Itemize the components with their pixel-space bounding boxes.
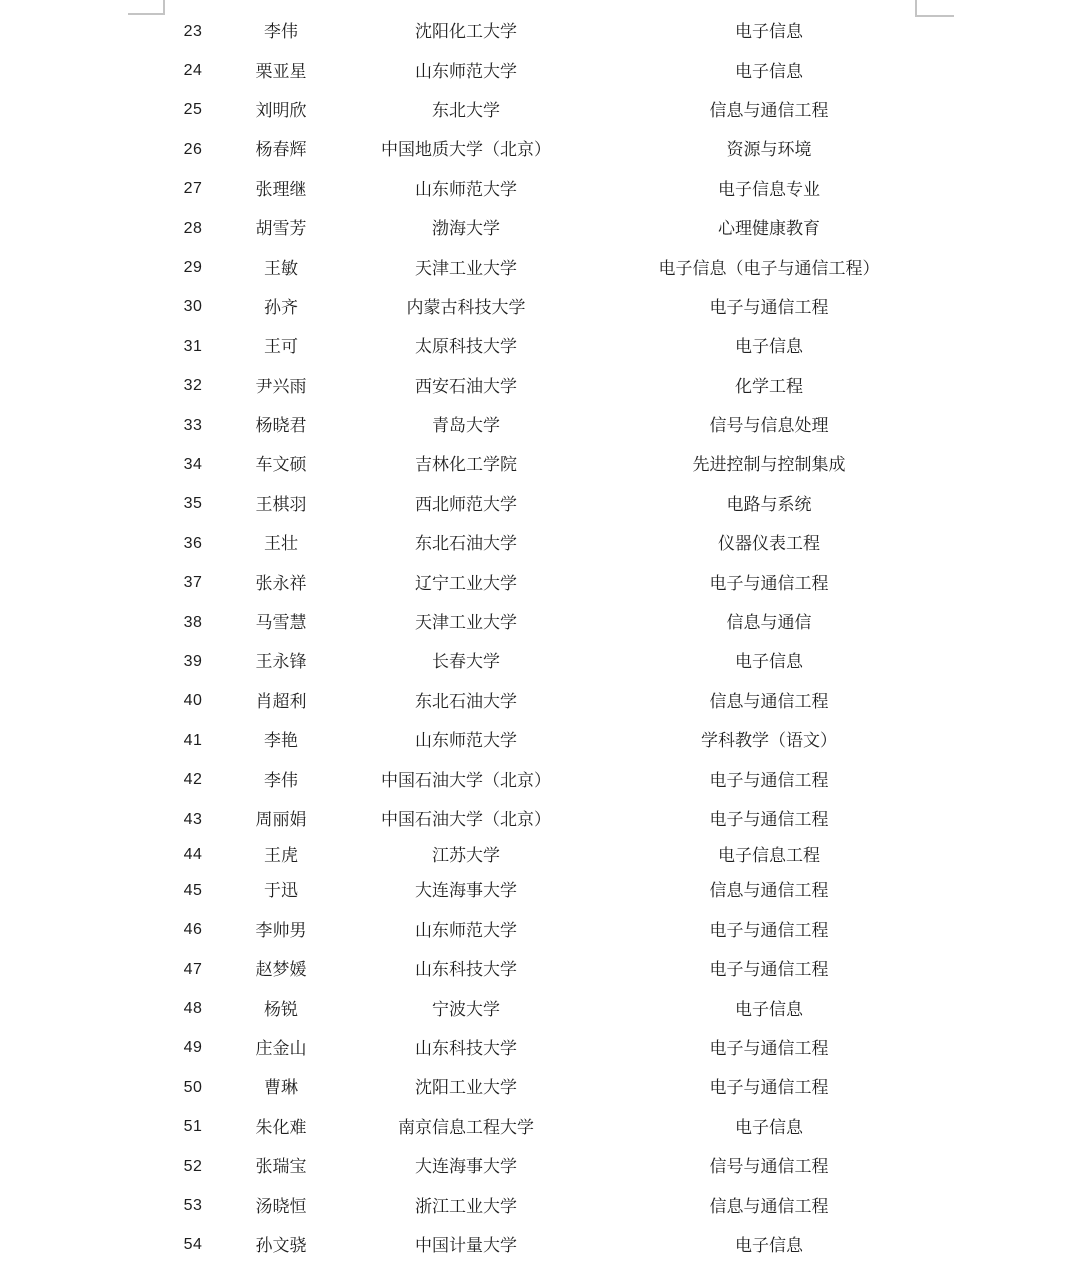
major-cell: 先进控制与控制集成 [692,455,846,475]
university-cell: 东北石油大学 [415,534,517,554]
university-cell: 山东科技大学 [415,1038,517,1058]
table-row [0,327,1079,366]
row-number-cell: 37 [183,574,203,592]
university-cell: 山东师范大学 [415,731,517,751]
table-row [0,406,1079,445]
university-cell: 吉林化工学院 [415,455,517,475]
university-cell: 长春大学 [432,652,500,672]
table-row [0,721,1079,760]
university-cell: 中国石油大学（北京） [381,810,551,829]
table-row [0,682,1079,721]
major-cell: 电子与通信工程 [709,810,829,829]
student-name-cell: 李帅男 [255,920,307,940]
major-cell: 信息与通信工程 [709,691,829,711]
major-cell: 资源与环境 [726,140,812,160]
university-cell: 中国地质大学（北京） [381,140,551,160]
student-name-cell: 杨晓君 [255,416,307,436]
major-cell: 心理健康教育 [718,219,820,239]
table-row [0,563,1079,602]
row-number-cell: 26 [183,140,203,158]
major-cell: 电子信息工程 [718,845,820,865]
university-cell: 大连海事大学 [415,1157,517,1177]
row-number-cell: 53 [183,1197,203,1215]
university-cell: 江苏大学 [432,845,500,865]
major-cell: 电子信息 [735,1235,803,1255]
university-cell: 辽宁工业大学 [415,573,517,593]
major-cell: 电子信息 [735,1117,803,1137]
major-cell: 信息与通信 [726,613,812,633]
row-number-cell: 43 [183,810,203,828]
table-row [0,642,1079,681]
table-row [0,130,1079,169]
university-cell: 西北师范大学 [415,494,517,514]
row-number-cell: 23 [183,22,203,40]
row-number-cell: 49 [183,1039,203,1057]
university-cell: 青岛大学 [432,416,500,436]
row-number-cell: 40 [183,692,203,710]
university-cell: 东北石油大学 [415,691,517,711]
student-name-cell: 王虎 [264,845,298,865]
row-number-cell: 51 [183,1118,203,1136]
major-cell: 信号与信息处理 [709,416,829,436]
table-row [0,209,1079,248]
university-cell: 西安石油大学 [415,376,517,396]
table-row [0,367,1079,406]
student-name-cell: 庄金山 [255,1038,307,1058]
table-row [0,760,1079,799]
university-cell: 浙江工业大学 [415,1196,517,1216]
university-cell: 山东师范大学 [415,920,517,940]
university-cell: 大连海事大学 [415,881,517,901]
student-name-cell: 刘明欣 [255,100,307,120]
student-name-cell: 李艳 [264,731,298,751]
major-cell: 信息与通信工程 [709,100,829,120]
university-cell: 天津工业大学 [415,613,517,633]
major-cell: 电子信息（电子与通信工程） [658,258,880,278]
student-admission-table [0,12,1079,1265]
major-cell: 化学工程 [735,376,803,396]
row-number-cell: 28 [183,219,203,237]
row-number-cell: 46 [183,921,203,939]
student-name-cell: 王永锋 [255,652,307,672]
row-number-cell: 30 [183,298,203,316]
table-row [0,800,1079,839]
major-cell: 电子信息 [735,652,803,672]
student-name-cell: 王敏 [264,258,298,278]
student-name-cell: 孙文骁 [255,1235,307,1255]
student-name-cell: 李伟 [264,770,298,790]
student-name-cell: 曹琳 [264,1078,298,1098]
major-cell: 学科教学（语文） [701,731,837,751]
university-cell: 山东师范大学 [415,179,517,199]
row-number-cell: 47 [183,960,203,978]
table-row [0,603,1079,642]
university-cell: 天津工业大学 [415,258,517,278]
student-name-cell: 孙齐 [264,297,298,317]
student-name-cell: 马雪慧 [255,613,307,633]
row-number-cell: 44 [183,846,203,864]
student-name-cell: 王壮 [264,534,298,554]
university-cell: 沈阳化工大学 [415,22,517,42]
row-number-cell: 27 [183,180,203,198]
student-name-cell: 李伟 [264,22,298,42]
row-number-cell: 45 [183,881,203,899]
university-cell: 中国石油大学（北京） [381,770,551,790]
student-name-cell: 周丽娟 [255,810,307,829]
student-name-cell: 尹兴雨 [255,376,307,396]
table-row [0,248,1079,287]
row-number-cell: 33 [183,416,203,434]
table-row [0,485,1079,524]
university-cell: 中国计量大学 [415,1235,517,1255]
student-name-cell: 杨锐 [264,999,298,1019]
major-cell: 电子信息专业 [718,179,820,199]
major-cell: 电子信息 [735,22,803,42]
student-name-cell: 于迅 [264,881,298,901]
table-row [0,911,1079,950]
table-row [0,871,1079,910]
university-cell: 宁波大学 [432,999,500,1019]
table-row [0,170,1079,209]
table-row [0,1108,1079,1147]
student-name-cell: 张永祥 [255,573,307,593]
row-number-cell: 39 [183,652,203,670]
table-row [0,1068,1079,1107]
major-cell: 电子与通信工程 [709,573,829,593]
table-row [0,989,1079,1028]
table-row [0,839,1079,871]
major-cell: 信号与通信工程 [709,1157,829,1177]
table-row [0,1226,1079,1265]
student-name-cell: 杨春辉 [255,140,307,160]
row-number-cell: 41 [183,731,203,749]
university-cell: 山东科技大学 [415,960,517,980]
major-cell: 电子信息 [735,999,803,1019]
table-row [0,12,1079,51]
row-number-cell: 24 [183,62,203,80]
major-cell: 信息与通信工程 [709,881,829,901]
table-row [0,1147,1079,1186]
row-number-cell: 35 [183,495,203,513]
university-cell: 太原科技大学 [415,337,517,357]
university-cell: 沈阳工业大学 [415,1078,517,1098]
university-cell: 南京信息工程大学 [398,1117,534,1137]
student-name-cell: 赵梦媛 [255,960,307,980]
row-number-cell: 31 [183,337,203,355]
row-number-cell: 50 [183,1078,203,1096]
table-row [0,1186,1079,1225]
major-cell: 信息与通信工程 [709,1196,829,1216]
table-row [0,950,1079,989]
major-cell: 电子与通信工程 [709,297,829,317]
university-cell: 东北大学 [432,100,500,120]
student-name-cell: 栗亚星 [255,61,307,81]
student-name-cell: 车文硕 [255,455,307,475]
university-cell: 山东师范大学 [415,61,517,81]
table-row [0,91,1079,130]
major-cell: 电路与系统 [726,494,812,514]
student-name-cell: 张瑞宝 [255,1157,307,1177]
major-cell: 仪器仪表工程 [718,534,820,554]
row-number-cell: 36 [183,534,203,552]
major-cell: 电子与通信工程 [709,1078,829,1098]
row-number-cell: 34 [183,455,203,473]
table-row [0,524,1079,563]
major-cell: 电子与通信工程 [709,920,829,940]
major-cell: 电子与通信工程 [709,960,829,980]
row-number-cell: 48 [183,1000,203,1018]
row-number-cell: 25 [183,101,203,119]
student-name-cell: 朱化难 [255,1117,307,1137]
student-name-cell: 汤晓恒 [255,1196,307,1216]
major-cell: 电子信息 [735,61,803,81]
student-name-cell: 肖超利 [255,691,307,711]
university-cell: 渤海大学 [432,219,500,239]
major-cell: 电子信息 [735,337,803,357]
row-number-cell: 32 [183,377,203,395]
student-name-cell: 张理继 [255,179,307,199]
table-row [0,51,1079,90]
table-row [0,445,1079,484]
major-cell: 电子与通信工程 [709,770,829,790]
table-row [0,1029,1079,1068]
table-row [0,288,1079,327]
student-name-cell: 王棋羽 [255,494,307,514]
row-number-cell: 52 [183,1157,203,1175]
row-number-cell: 42 [183,771,203,789]
major-cell: 电子与通信工程 [709,1038,829,1058]
row-number-cell: 38 [183,613,203,631]
student-name-cell: 胡雪芳 [255,219,307,239]
student-name-cell: 王可 [264,337,298,357]
row-number-cell: 29 [183,259,203,277]
row-number-cell: 54 [183,1236,203,1254]
university-cell: 内蒙古科技大学 [406,297,526,317]
